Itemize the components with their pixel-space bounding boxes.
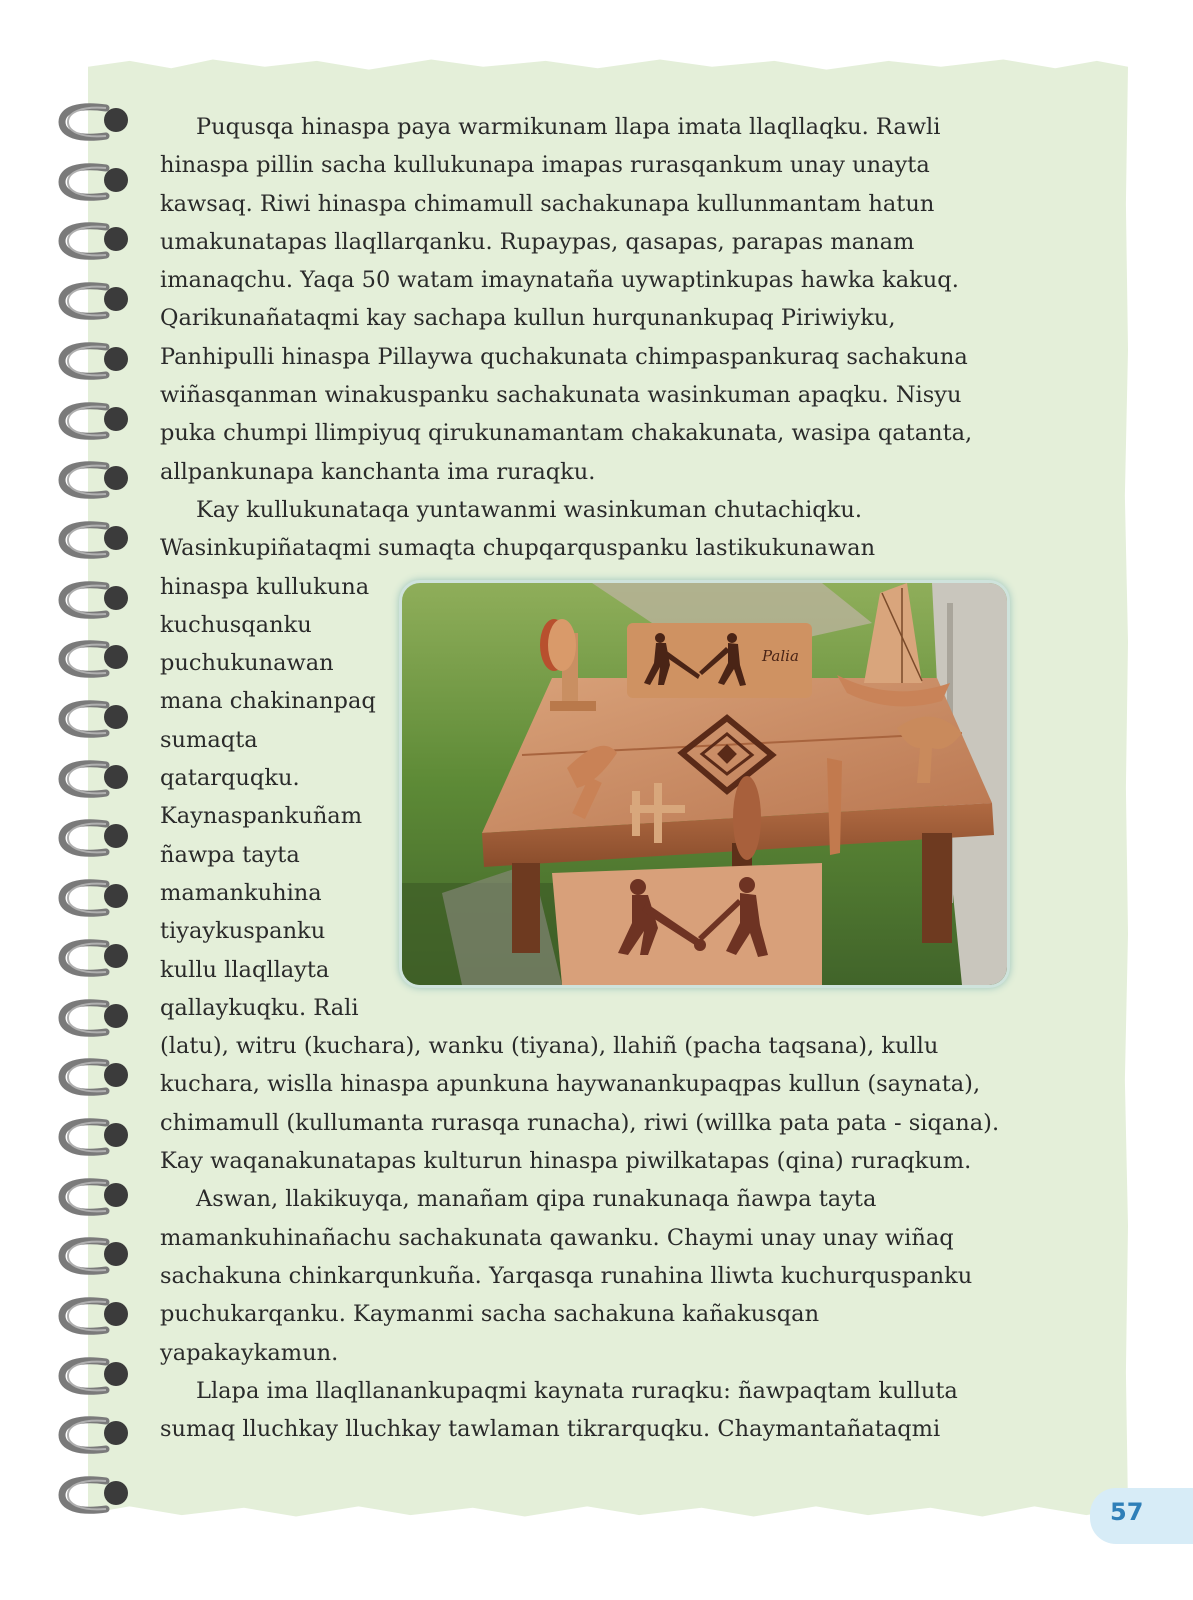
text-line: Wasinkupiñataqmi sumaqta chupqarquspanku lastikukunawan xyxy=(160,535,876,562)
spiral-ring xyxy=(58,399,138,445)
text-line: tiyaykuspanku xyxy=(160,918,326,945)
text-line: kuchara, wislla hinaspa apunkuna haywanankupaqpas kullun (saynata), xyxy=(160,1071,981,1098)
spiral-ring xyxy=(58,100,138,146)
spiral-ring xyxy=(58,458,138,504)
text-line: sumaqta xyxy=(160,726,258,753)
spiral-ring xyxy=(58,757,138,803)
text-line: mamankuhinañachu sachakunata qawanku. Chaymi unay unay wiñaq xyxy=(160,1224,954,1251)
spiral-ring xyxy=(58,219,138,265)
wooden-crafts-photo xyxy=(402,583,1007,985)
spiral-ring xyxy=(58,996,138,1042)
text-line: sachakuna chinkarqunkuña. Yarqasqa runahina lliwta kuchurquspanku xyxy=(160,1262,973,1289)
table-leg-left xyxy=(512,863,540,953)
wooden-paddle xyxy=(733,776,761,860)
text-line: qatarquqku. xyxy=(160,765,300,792)
wooden-cross-tool xyxy=(630,805,685,813)
spiral-ring xyxy=(58,697,138,743)
text-line: Panhipulli hinaspa Pillaywa quchakunata chimpaspankuraq sachakuna xyxy=(160,343,968,370)
text-line: mamankuhina xyxy=(160,879,322,906)
text-line: Puqusqa hinaspa paya warmikunam llapa imata llaqllaqku. Rawli xyxy=(196,114,941,140)
text-line: chimamull (kullumanta rurasqa runacha), riwi (willka pata pata - siqana). xyxy=(160,1109,1000,1136)
spiral-ring xyxy=(58,1234,138,1280)
text-line: Aswan, llakikuyqa, manañam qipa runakunaqa ñawpa tayta xyxy=(196,1186,877,1213)
text-line: kawsaq. Riwi hinaspa chimamull sachakunapa kullunmantam hatun xyxy=(160,190,935,217)
spiral-ring xyxy=(58,637,138,683)
sign-board xyxy=(552,863,822,985)
spiral-ring xyxy=(58,339,138,385)
spiral-ring xyxy=(58,816,138,862)
spiral-ring xyxy=(58,1115,138,1161)
text-line: sumaq lluchkay lluchkay tawlaman tikrarquqku. Chaymantañataqmi xyxy=(160,1416,941,1443)
spiral-ring xyxy=(58,1354,138,1400)
text-line: ñawpa tayta xyxy=(160,841,300,868)
text-line: puchukarqanku. Kaymanmi sacha sachakuna kañakusqan xyxy=(160,1301,820,1328)
text-line: qallaykuqku. Rali xyxy=(160,994,359,1021)
text-line: Llapa ima llaqllanankupaqmi kaynata ruraqku: ñawpaqtam kulluta xyxy=(196,1377,958,1404)
spiral-ring xyxy=(58,1473,138,1519)
text-line: allpankunapa kanchanta ima ruraqku. xyxy=(160,458,596,485)
table-leg-right xyxy=(922,833,952,943)
text-line: Kay kullukunataqa yuntawanmi wasinkuman chutachiqku. xyxy=(196,496,862,523)
spiral-binding xyxy=(58,100,138,1460)
text-line: puka chumpi llimpiyuq qirukunamantam chakakunata, wasipa qatanta, xyxy=(160,420,973,447)
text-line: mana chakinanpaq xyxy=(160,688,376,715)
text-line: Kaynaspankuñam xyxy=(160,803,363,830)
spiral-ring xyxy=(58,578,138,624)
plank-inscription: Palia xyxy=(762,647,799,665)
spiral-ring xyxy=(58,1175,138,1221)
text-line: puchukunawan xyxy=(160,650,334,677)
spiral-ring xyxy=(58,876,138,922)
page-number: 57 xyxy=(1110,1498,1144,1526)
text-line: kuchusqanku xyxy=(160,611,312,638)
text-line: hinaspa kullukuna xyxy=(160,573,370,600)
spiral-ring xyxy=(58,1413,138,1459)
spiral-ring xyxy=(58,936,138,982)
text-line: yapakaykamun. xyxy=(160,1339,339,1366)
spiral-ring xyxy=(58,1055,138,1101)
text-line: kullu llaqllayta xyxy=(160,956,330,983)
spiral-ring xyxy=(58,279,138,325)
spiral-ring xyxy=(58,1294,138,1340)
text-line: wiñasqanman winakuspanku sachakunata wasinkuman apaqku. Nisyu xyxy=(160,382,962,409)
spiral-ring xyxy=(58,160,138,206)
text-line: (latu), witru (kuchara), wanku (tiyana), llahiñ (pacha taqsana), kullu xyxy=(160,1033,939,1060)
text-line: hinaspa pillin sacha kullukunapa imapas rurasqankum unay unayta xyxy=(160,152,930,179)
spiral-ring xyxy=(58,518,138,564)
text-line: imanaqchu. Yaqa 50 watam imaynataña uywaptinkupas hawka kakuq. xyxy=(160,267,959,294)
text-line: umakunatapas llaqllarqanku. Rupaypas, qasapas, parapas manam xyxy=(160,228,915,255)
text-line: Kay waqanakunatapas kulturun hinaspa piwilkatapas (qina) ruraqkum. xyxy=(160,1148,972,1175)
text-line: Qarikunañataqmi kay sachapa kullun hurqunankupaq Piriwiyku, xyxy=(160,305,896,332)
